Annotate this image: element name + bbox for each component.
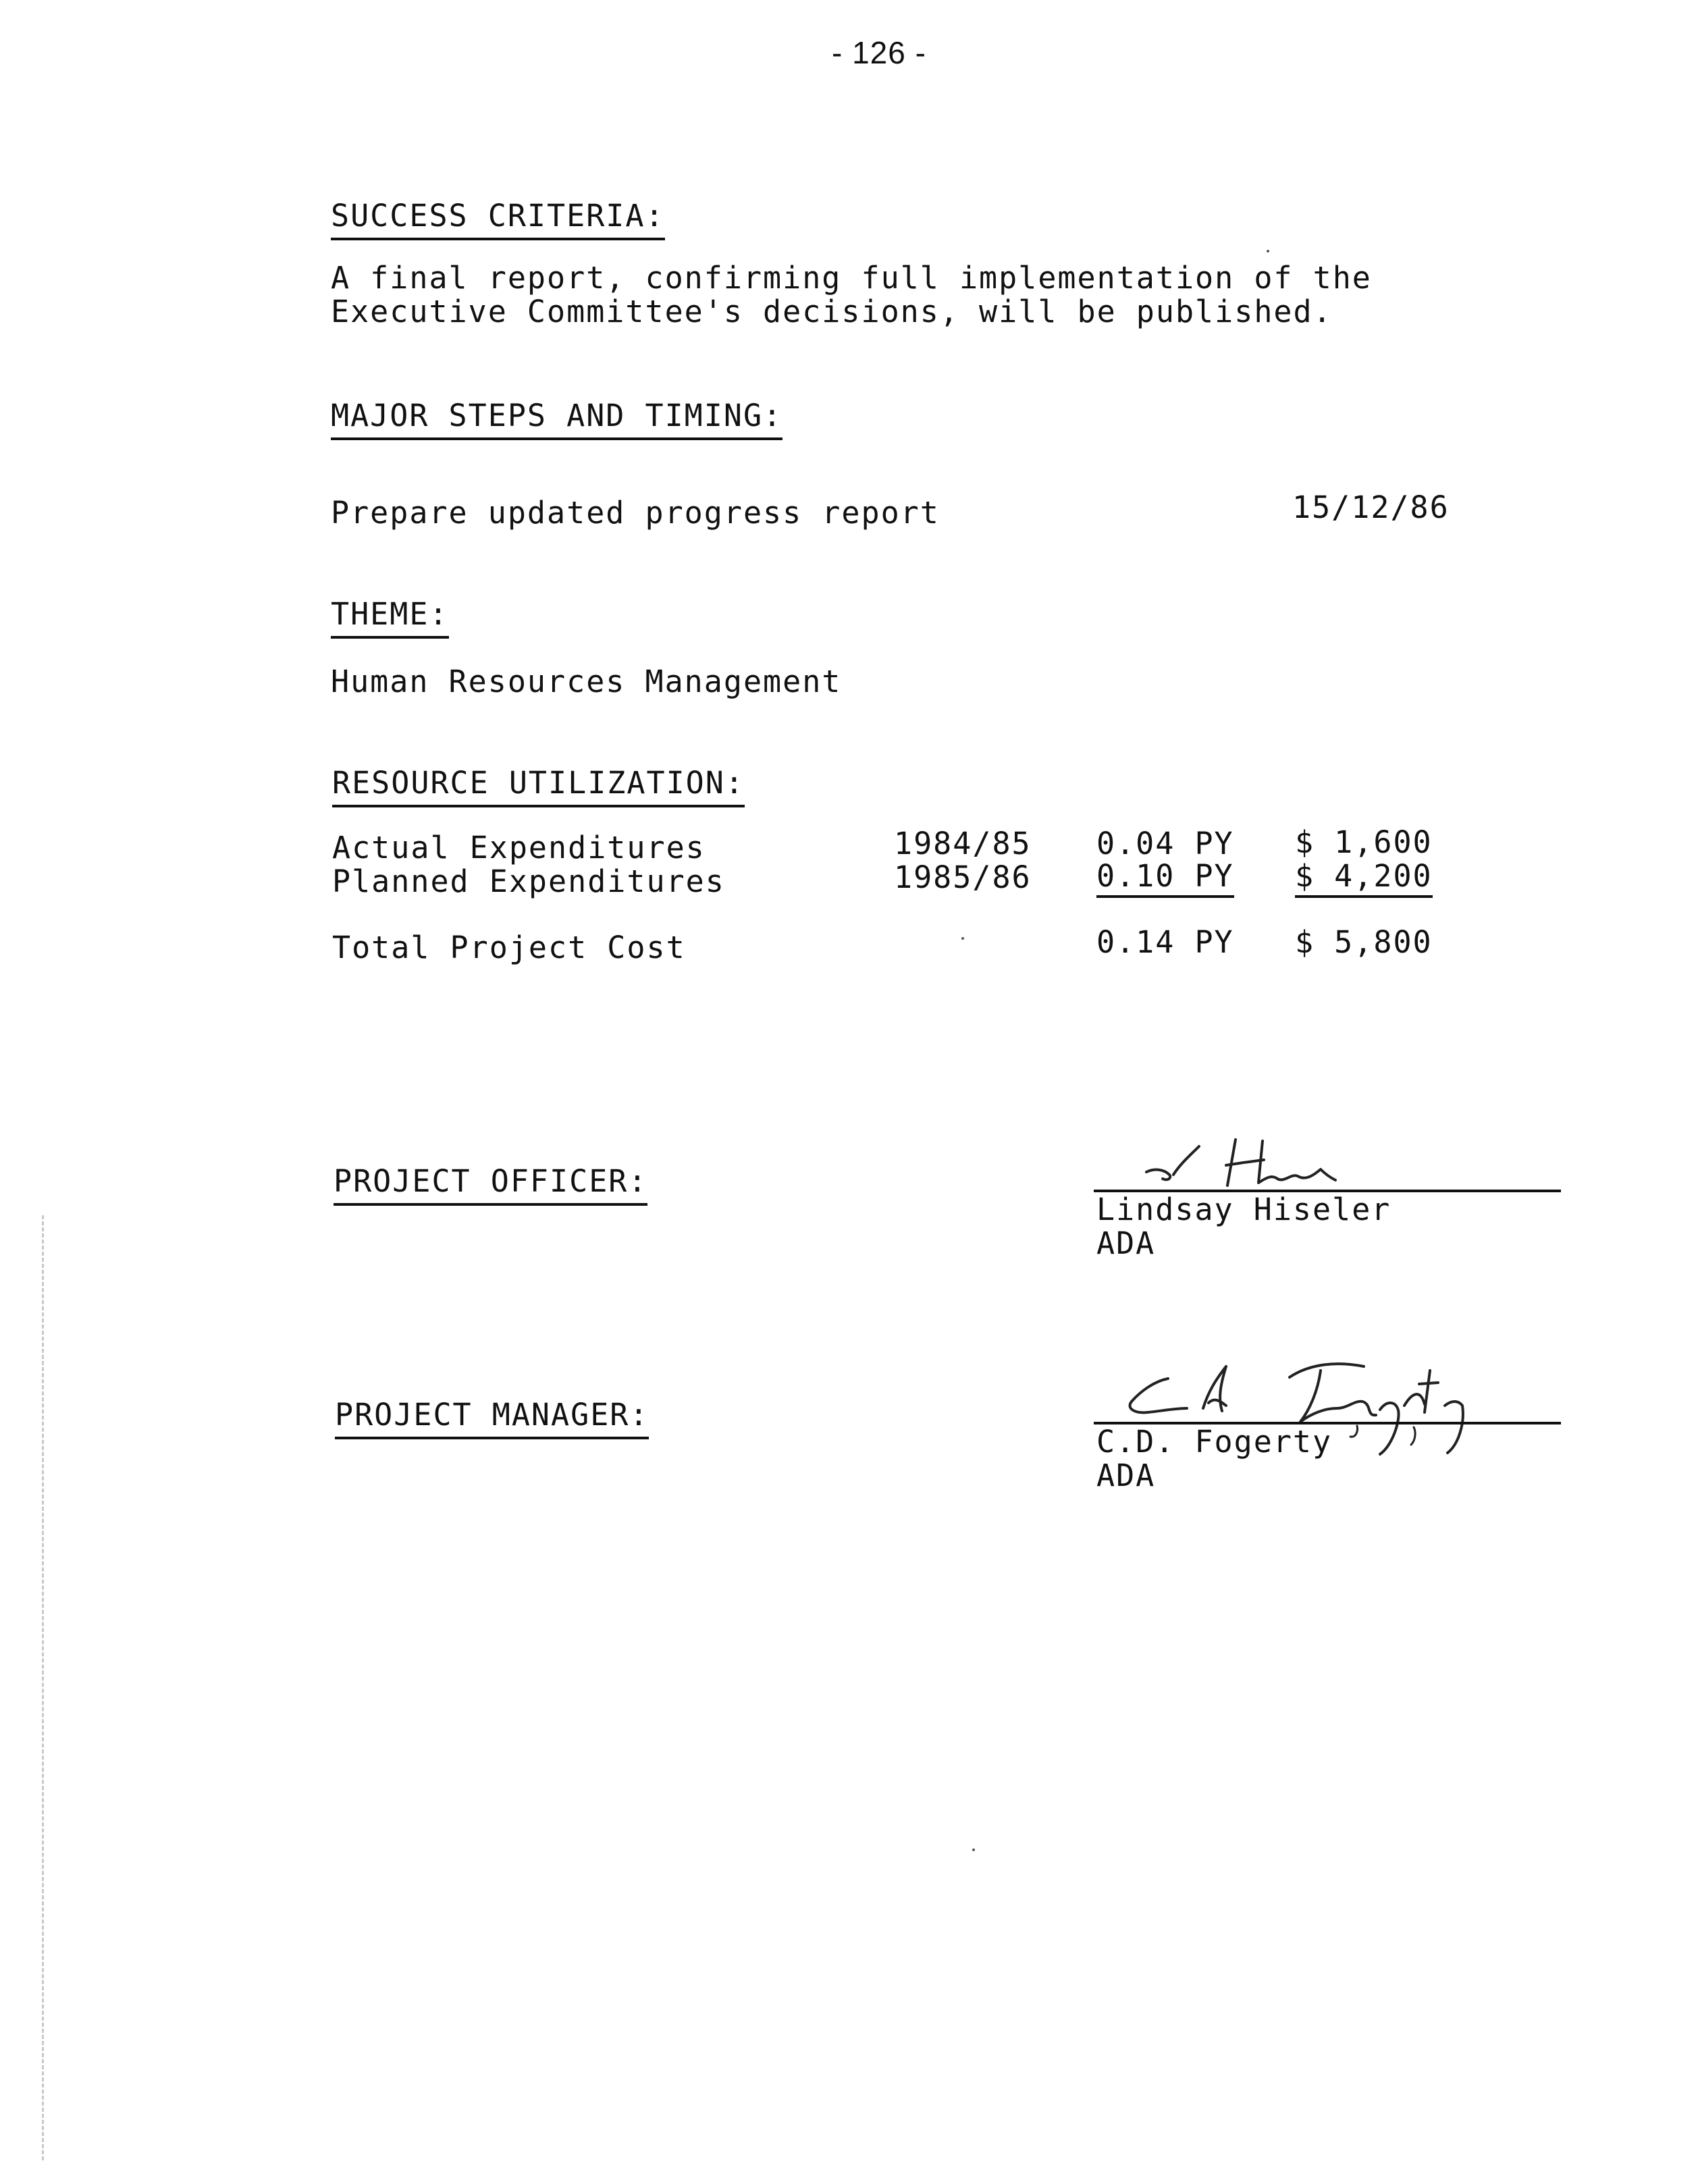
expenditure-year: 1984/85 (894, 826, 1032, 861)
scan-edge-mark (42, 1215, 45, 2160)
expenditure-label: Actual Expenditures (332, 830, 706, 865)
project-manager-org: ADA (1096, 1458, 1156, 1493)
step-date: 15/12/86 (1292, 489, 1450, 525)
total-cost: $ 5,800 (1295, 924, 1433, 960)
step-label: Prepare updated progress report (331, 495, 940, 531)
expenditure-label: Planned Expenditures (332, 863, 725, 899)
theme-heading: THEME: (331, 597, 449, 639)
total-label: Total Project Cost (332, 930, 686, 965)
expenditure-py: 0.04 PY (1096, 826, 1234, 861)
theme-value: Human Resources Management (331, 664, 842, 699)
expenditure-py: 0.10 PY (1096, 859, 1234, 898)
scan-speck (1267, 250, 1269, 252)
project-manager-name: C.D. Fogerty (1096, 1424, 1333, 1460)
total-py: 0.14 PY (1096, 924, 1234, 960)
expenditure-cost: $ 4,200 (1295, 859, 1433, 898)
success-criteria-heading: SUCCESS CRITERIA: (331, 198, 665, 240)
major-steps-heading: MAJOR STEPS AND TIMING: (331, 398, 782, 440)
success-criteria-line-1: A final report, confirming full implementation of the (331, 260, 1372, 296)
project-officer-heading: PROJECT OFFICER: (334, 1164, 647, 1206)
expenditure-year: 1985/86 (894, 859, 1032, 895)
scan-speck (961, 937, 964, 940)
project-officer-org: ADA (1096, 1225, 1156, 1261)
resource-utilization-heading: RESOURCE UTILIZATION: (332, 766, 745, 807)
project-manager-heading: PROJECT MANAGER: (335, 1397, 649, 1439)
project-officer-signature (1134, 1121, 1350, 1195)
page-number: - 126 - (832, 35, 926, 70)
scan-speck (972, 1848, 975, 1851)
success-criteria-line-2: Executive Committee's decisions, will be published. (331, 294, 1333, 329)
project-officer-name: Lindsay Hiseler (1096, 1192, 1391, 1227)
expenditure-cost: $ 1,600 (1295, 824, 1433, 860)
